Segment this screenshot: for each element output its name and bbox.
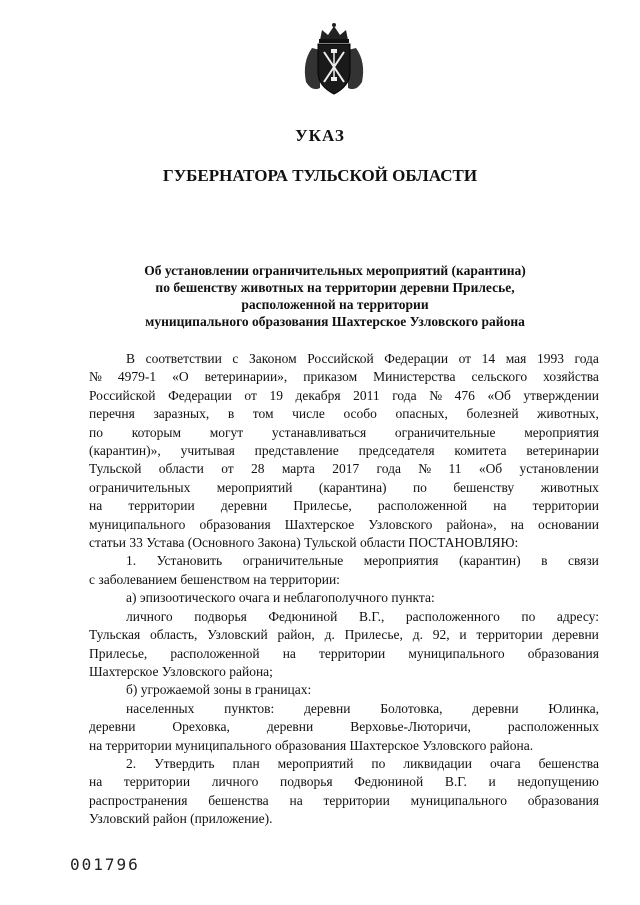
body-line xyxy=(89,773,599,791)
word: в xyxy=(541,553,548,569)
word: территории xyxy=(476,627,543,643)
word: Федерации xyxy=(384,351,449,366)
word: распространения xyxy=(89,792,188,808)
word: животных xyxy=(540,479,599,495)
word: района», xyxy=(446,516,497,532)
word: деревни xyxy=(304,700,351,716)
word: приказом xyxy=(303,369,358,385)
word: мая xyxy=(505,351,527,366)
word: председателя xyxy=(358,443,435,459)
decree-body xyxy=(89,350,599,829)
word: территории xyxy=(128,498,195,514)
body-line xyxy=(89,497,599,515)
word: Болотовка, xyxy=(380,700,443,716)
word: на xyxy=(282,645,296,661)
word: В xyxy=(126,351,136,366)
word: которым xyxy=(131,424,181,440)
word: с xyxy=(232,351,239,366)
body-line xyxy=(89,387,599,405)
word: № xyxy=(89,369,102,385)
word: года xyxy=(392,387,417,403)
word: № xyxy=(418,461,432,477)
word: числе xyxy=(292,406,325,422)
body-line: на территории муниципального образования Шахтерское Узловского района. xyxy=(89,737,534,753)
word: расположенной xyxy=(377,498,468,514)
body-line xyxy=(89,792,599,810)
word: (карантина) xyxy=(318,479,387,495)
word: д. xyxy=(324,627,335,643)
word: Законом xyxy=(248,351,297,366)
word: 1993 xyxy=(536,351,564,366)
word: Прилесье, xyxy=(89,645,148,661)
word: соответствии xyxy=(145,351,222,366)
issuing-authority: ГУБЕРНАТОРА ТУЛЬСКОЙ ОБЛАСТИ xyxy=(162,166,478,185)
word: адресу: xyxy=(556,608,599,624)
word: деревни xyxy=(552,627,599,643)
word: ограничительные xyxy=(242,553,344,569)
word: деревни xyxy=(220,498,268,514)
word: по xyxy=(89,424,103,440)
word: болезней xyxy=(466,406,519,422)
word: животных, xyxy=(537,406,599,422)
word: муниципального xyxy=(89,516,186,532)
word: основании xyxy=(538,516,599,532)
word: Федюниной xyxy=(354,774,424,790)
word: года xyxy=(574,351,599,366)
word: на xyxy=(89,774,103,790)
word: установлении xyxy=(519,461,599,477)
word: Тульской xyxy=(89,461,142,477)
word: комитета xyxy=(454,443,507,459)
word: личного xyxy=(126,608,173,624)
word: «Об xyxy=(478,461,503,477)
body-line xyxy=(89,442,599,460)
word: подворья xyxy=(194,608,247,624)
word: деревни xyxy=(266,719,314,735)
word: расположенной xyxy=(170,645,260,661)
body-line xyxy=(89,350,599,368)
word: от xyxy=(221,461,234,477)
word: декабря xyxy=(295,387,341,403)
word: населенных xyxy=(126,700,195,716)
word: опасных, xyxy=(395,406,448,422)
word: территории xyxy=(318,645,386,661)
word: деревни xyxy=(89,719,136,735)
word: территории xyxy=(323,792,390,808)
word: Прилесье, xyxy=(293,498,352,514)
word: хозяйства xyxy=(543,369,599,385)
word: д. xyxy=(412,627,423,643)
word: том xyxy=(252,406,274,422)
word: области xyxy=(158,461,204,477)
word: 1. xyxy=(126,553,137,569)
serial-number: 001796 xyxy=(70,855,140,874)
word: мероприятий xyxy=(216,479,293,495)
word: план xyxy=(232,755,260,771)
body-line xyxy=(89,755,599,773)
word: мероприятий xyxy=(277,755,354,771)
word: Министерства xyxy=(373,369,456,385)
body-line: Шахтерское Узловского района; xyxy=(89,663,273,679)
word: могут xyxy=(209,424,244,440)
word: территории xyxy=(123,774,191,790)
subject-line: по бешенству животных на территории деревни Прилесье, xyxy=(155,280,515,295)
word: бешенства xyxy=(538,755,599,771)
word: представление xyxy=(254,443,339,459)
body-line xyxy=(89,368,599,386)
body-line xyxy=(89,516,599,534)
word: марта xyxy=(281,461,315,477)
word: Федюниной xyxy=(268,608,338,624)
word: сельского xyxy=(471,369,528,385)
word: образования xyxy=(199,516,271,532)
word: по xyxy=(521,608,536,624)
word: (карантин) xyxy=(458,553,521,569)
word: Российской xyxy=(307,351,374,366)
decree-title: УКАЗ xyxy=(295,126,345,145)
word: на xyxy=(493,498,507,514)
word: особо xyxy=(343,406,377,422)
word: мероприятия xyxy=(363,553,439,569)
word: от xyxy=(458,351,472,366)
word: деревни xyxy=(472,700,519,716)
word: по xyxy=(371,755,386,771)
word: ликвидации xyxy=(403,755,472,771)
subject-line: Об установлении ограничительных мероприятий (карантина) xyxy=(144,263,526,278)
word: мероприятия xyxy=(524,424,599,440)
word: Установить xyxy=(156,553,223,569)
word: от xyxy=(244,387,257,403)
body-line: статьи 33 Устава (Основного Закона) Тульской области ПОСТАНОВЛЯЮ: xyxy=(89,535,519,551)
word: очага xyxy=(489,755,521,771)
body-line: с заболеванием бешенством на территории: xyxy=(89,571,340,587)
word: Российской xyxy=(89,387,156,403)
word: Узловский xyxy=(207,627,268,643)
word: 19 xyxy=(269,387,283,403)
word: Верховье-Люторичи, xyxy=(350,719,471,735)
word: 2. xyxy=(126,755,137,771)
word: ветеринарии», xyxy=(204,369,288,385)
body-line xyxy=(89,424,599,442)
word: 14 xyxy=(481,351,496,366)
word: 2011 xyxy=(353,387,380,403)
word: область, xyxy=(149,627,198,643)
decree-subject xyxy=(70,262,600,330)
subject-line: муниципального образования Шахтерское Узловского района xyxy=(145,314,525,329)
body-line: а) эпизоотического очага и неблагополучного пункта: xyxy=(126,590,435,606)
word: 11 xyxy=(448,461,462,477)
word: бешенству xyxy=(453,479,515,495)
word: Утвердить xyxy=(154,755,215,771)
word: 28 xyxy=(251,461,265,477)
body-line: Узловский район (приложение). xyxy=(89,811,273,827)
body-line xyxy=(89,405,599,423)
body-line xyxy=(89,626,599,644)
body-line xyxy=(89,460,599,478)
body-line xyxy=(89,718,599,736)
word: Узловского xyxy=(368,516,433,532)
word: личного xyxy=(211,774,259,790)
word: «О xyxy=(172,369,189,385)
word: устанавливаться xyxy=(271,424,367,440)
word: и xyxy=(459,627,467,643)
word: учитывая xyxy=(180,443,235,459)
body-line xyxy=(89,479,599,497)
word: 4979-1 xyxy=(117,369,157,385)
body-line xyxy=(89,700,599,718)
word: подворья xyxy=(279,774,333,790)
word: № xyxy=(429,387,443,403)
word: пунктов: xyxy=(224,700,275,716)
word: муниципального xyxy=(410,792,507,808)
word: в xyxy=(227,406,235,422)
word: Тульская xyxy=(89,627,141,643)
word: бешенства xyxy=(208,792,269,808)
word: 476 xyxy=(454,387,475,403)
word: Федерации xyxy=(168,387,232,403)
word: утверждении xyxy=(523,387,599,403)
word: на xyxy=(510,516,524,532)
word: Юлинка, xyxy=(548,700,599,716)
word: «Об xyxy=(487,387,511,403)
word: недопущению xyxy=(517,774,599,790)
word: ветеринарии xyxy=(526,443,599,459)
word: ограничительных xyxy=(89,479,191,495)
word: образования xyxy=(527,792,599,808)
word: район, xyxy=(277,627,315,643)
word: Шахтерское xyxy=(284,516,355,532)
word: расположенных xyxy=(507,719,599,735)
word: на xyxy=(89,498,103,514)
word: Ореховка, xyxy=(172,719,230,735)
word: на xyxy=(289,792,303,808)
body-line: б) угрожаемой зоны в границах: xyxy=(126,682,312,698)
word: 92, xyxy=(432,627,450,643)
word: расположенного xyxy=(405,608,500,624)
word: заразных, xyxy=(153,406,210,422)
body-line xyxy=(89,552,599,570)
word: ограничительные xyxy=(394,424,496,440)
word: по xyxy=(412,479,427,495)
word: муниципального xyxy=(408,645,505,661)
word: 2017 xyxy=(332,461,360,477)
tula-oblast-coat-of-arms-icon xyxy=(298,22,370,98)
body-line xyxy=(89,608,599,626)
subject-line: расположенной на территории xyxy=(241,297,429,312)
word: В.Г., xyxy=(358,608,385,624)
word: и xyxy=(488,774,496,790)
word: образования xyxy=(527,645,599,661)
word: В.Г. xyxy=(444,774,467,790)
word: связи xyxy=(567,553,599,569)
word: Прилесье, xyxy=(344,627,403,643)
body-line xyxy=(89,645,599,663)
word: перечня xyxy=(89,406,135,422)
word: года xyxy=(376,461,401,477)
word: (карантин)», xyxy=(89,443,161,459)
word: территории xyxy=(532,498,599,514)
